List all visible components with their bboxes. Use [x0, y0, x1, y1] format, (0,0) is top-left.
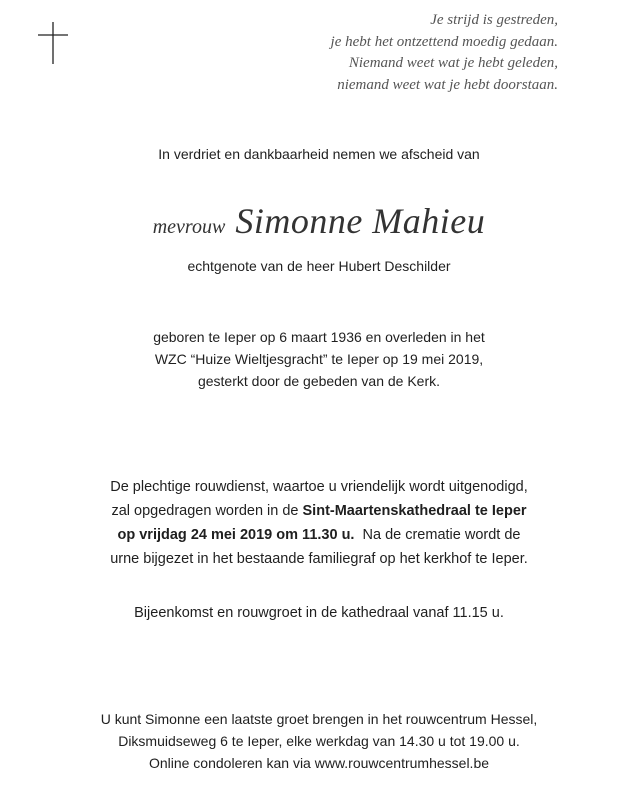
poem — [331, 10, 558, 96]
intro-text: In verdriet en dankbaarheid nemen we afscheid van — [158, 146, 480, 162]
visitation-info — [0, 708, 638, 752]
cross-icon — [38, 22, 68, 64]
church-name: Sint-Maartenskathedraal te Ieper — [302, 503, 527, 519]
service-line — [0, 523, 638, 547]
birth-line: gesterkt door de gebeden van de Kerk. — [197, 373, 441, 389]
visit-line: Diksmuidseweg 6 te Ieper, elke werkdag van 14.30 u tot 19.00 u. — [118, 733, 520, 749]
visit-line: U kunt Simonne een laatste groet brengen in het rouwcentrum Hessel, — [100, 711, 538, 727]
service-line: De plechtige rouwdienst, waartoe u vriendelijk wordt uitgenodigd, — [110, 479, 528, 495]
online-condolence-text: Online condoleren kan via www.rouwcentrumhessel.be — [148, 755, 490, 771]
name-prefix: mevrouw — [152, 216, 226, 238]
birth-death-info — [0, 326, 638, 392]
service-date: op vrijdag 24 mei 2019 om 11.30 u. — [117, 527, 355, 543]
service-text: zal opgedragen worden in de — [111, 503, 303, 519]
service-line — [0, 499, 638, 523]
poem-line: niemand weet wat je hebt doorstaan. — [337, 76, 558, 93]
deceased-name — [0, 200, 638, 242]
poem-line: je hebt het ontzettend moedig gedaan. — [330, 33, 558, 50]
service-line: urne bijgezet in het bestaande familiegraf op het kerkhof te Ieper. — [110, 551, 528, 567]
service-text: Na de crematie wordt de — [354, 527, 521, 543]
poem-line: Niemand weet wat je hebt geleden, — [348, 55, 558, 71]
birth-line: WZC “Huize Wieltjesgracht” te Ieper op 19 mei 2019, — [154, 351, 484, 367]
birth-line: geboren te Ieper op 6 maart 1936 en overleden in het — [153, 329, 485, 345]
full-name: Simonne Mahieu — [235, 201, 486, 241]
funeral-service-info — [0, 475, 638, 571]
poem-line: Je strijd is gestreden, — [430, 12, 558, 28]
gathering-text: Bijeenkomst en rouwgroet in de kathedraal vanaf 11.15 u. — [134, 605, 504, 621]
spouse-text: echtgenote van de heer Hubert Deschilder — [187, 258, 451, 274]
